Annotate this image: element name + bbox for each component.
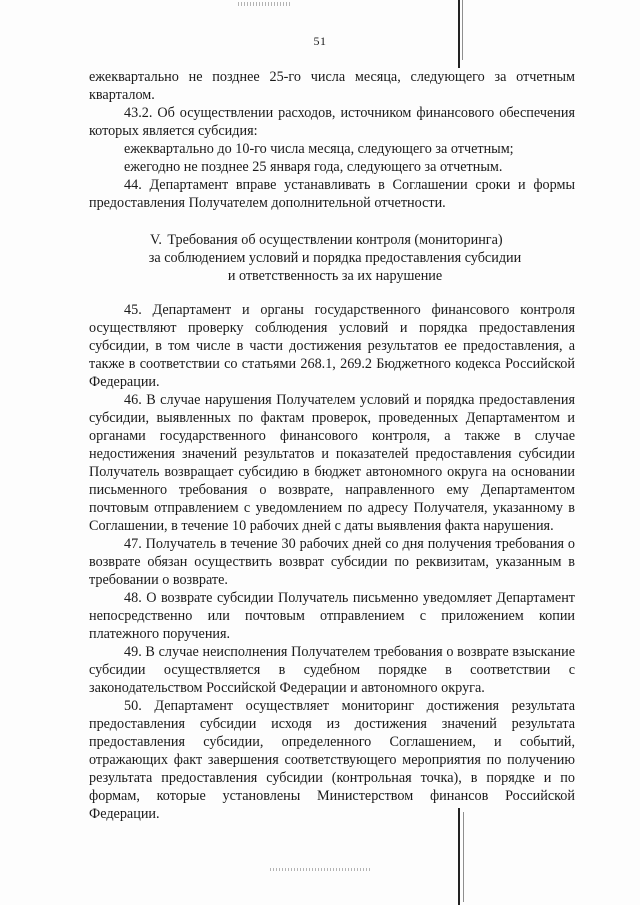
paragraph-48: 48. О возврате субсидии Получатель письменно уведомляет Департамент непосредственно или почтовым отправлением с приложением копии платежного поручения. <box>89 590 575 642</box>
scan-line-top-2 <box>462 0 463 60</box>
paragraph-47: 47. Получатель в течение 30 рабочих дней со дня получения требования о возврате обязан осуществить возврат субсидии по реквизитам, указанным в требовании о возврате. <box>89 536 575 588</box>
paragraph-49: 49. В случае неисполнения Получателем требования о возврате взыскание субсидии осуществляется в судебном порядке в соответствии с законодательством Российской Федерации и автономного округа. <box>89 644 575 696</box>
paragraph-45: 45. Департамент и органы государственного финансового контроля осуществляют проверку соблюдения условий и порядка предоставления субсидии, в том числе в части достижения результатов ее предоставления, а также в соответствии со статьями 268.1, 269.2 Бюджетного кодекса Российской Федерации. <box>89 302 575 390</box>
paragraph-43-2: 43.2. Об осуществлении расходов, источником финансового обеспечения которых является субсидия: <box>89 105 575 139</box>
scan-line-bottom-2 <box>463 812 464 902</box>
section-title-line-1: Требования об осуществлении контроля (мониторинга) <box>167 232 503 248</box>
section-title-line-3: и ответственность за их нарушение <box>227 268 443 284</box>
sub-line-quarterly: ежеквартально до 10-го числа месяца, следующего за отчетным; <box>124 141 514 157</box>
section-heading <box>95 231 575 285</box>
paragraph-50: 50. Департамент осуществляет мониторинг достижения результата предоставления субсидии исходя из достижения значений результата предоставления субсидии, определенного Соглашением, и событий, отражающих факт завершения соответствующего мероприятия по получению результата предоставления субсидии (контрольная точка), в порядке и по формам, которые установлены Министерством финансов Российской Федерации. <box>89 698 575 822</box>
page-number: 51 <box>313 34 327 48</box>
main-text-block <box>89 301 575 823</box>
scan-smudge-bottom <box>270 868 370 871</box>
section-number: V. <box>150 232 162 248</box>
paragraph-43-1-continuation: ежеквартально не позднее 25-го числа месяца, следующего за отчетным кварталом. <box>89 69 575 103</box>
section-title-line-2: за соблюдением условий и порядка предоставления субсидии <box>148 250 522 266</box>
paragraph-44: 44. Департамент вправе устанавливать в Соглашении сроки и формы предоставления Получателем дополнительной отчетности. <box>89 177 575 211</box>
sub-line-yearly: ежегодно не позднее 25 января года, следующего за отчетным. <box>124 159 503 175</box>
scan-smudge-top <box>238 2 290 6</box>
top-text-block <box>89 68 575 212</box>
paragraph-46: 46. В случае нарушения Получателем условий и порядка предоставления субсидии, выявленных по фактам проверок, проведенных Департаментом и органами государственного финансового контроля, а также в случае недостижения значений результатов и показателей предоставления субсидии Получатель возвращает субсидию в бюджет автономного округа на основании письменного требования о возврате, направленного ему Департаментом почтовым отправлением с уведомлением по адресу Получателя, указанному в Соглашении, в течение 10 рабочих дней с даты выявления факта нарушения. <box>89 392 575 534</box>
